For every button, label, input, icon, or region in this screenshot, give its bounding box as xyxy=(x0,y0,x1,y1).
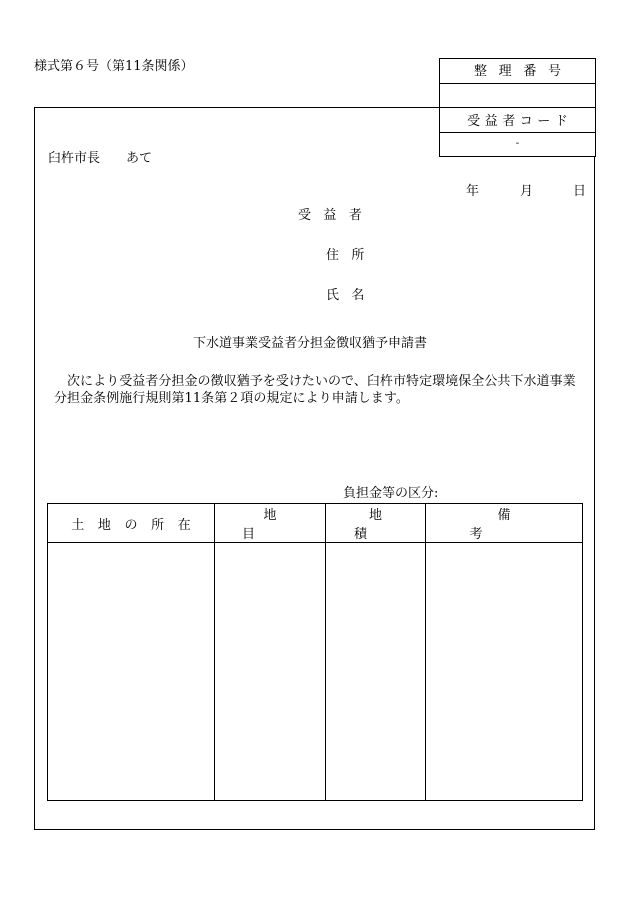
body-text: 次により受益者分担金の徴収猶予を受けたいので、臼杵市特定環境保全公共下水道事業分担金条例施行規則第11条第２項の規定により申請します。 xyxy=(54,374,576,406)
addressee xyxy=(48,152,152,165)
beneficiary-label: 受益者 xyxy=(298,208,375,223)
table-row xyxy=(48,543,583,801)
cell-land-location[interactable] xyxy=(48,543,215,801)
addressee-suffix: あて xyxy=(126,151,153,166)
document-title: 下水道事業受益者分担金徴収猶予申請書 xyxy=(193,336,428,351)
header-remarks: 備考 xyxy=(426,504,583,543)
date-month-label: 月 xyxy=(520,184,534,199)
addressee-name: 臼杵市長 xyxy=(48,151,101,166)
category-label: 負担金等の区分: xyxy=(343,486,439,501)
header-land-location: 土地の所在 xyxy=(48,504,215,543)
cell-land-category[interactable] xyxy=(215,543,326,801)
form-number-label: 様式第６号（第11条関係） xyxy=(34,59,194,74)
date-day-label: 日 xyxy=(573,184,587,199)
reference-number-label: 整理番号 xyxy=(440,59,595,84)
date-year-label: 年 xyxy=(466,184,480,199)
header-land-category: 地目 xyxy=(215,504,326,543)
land-table xyxy=(47,503,583,801)
beneficiary-code-field[interactable]: - xyxy=(515,138,520,149)
name-label: 氏名 xyxy=(326,288,377,303)
cell-remarks[interactable] xyxy=(426,543,583,801)
beneficiary-code-label: 受益者コード xyxy=(440,108,595,133)
address-label: 住所 xyxy=(326,248,377,263)
header-land-area: 地積 xyxy=(326,504,426,543)
reference-number-field[interactable] xyxy=(440,84,595,108)
reference-box xyxy=(439,58,596,157)
table-header-row xyxy=(48,504,583,543)
cell-land-area[interactable] xyxy=(326,543,426,801)
